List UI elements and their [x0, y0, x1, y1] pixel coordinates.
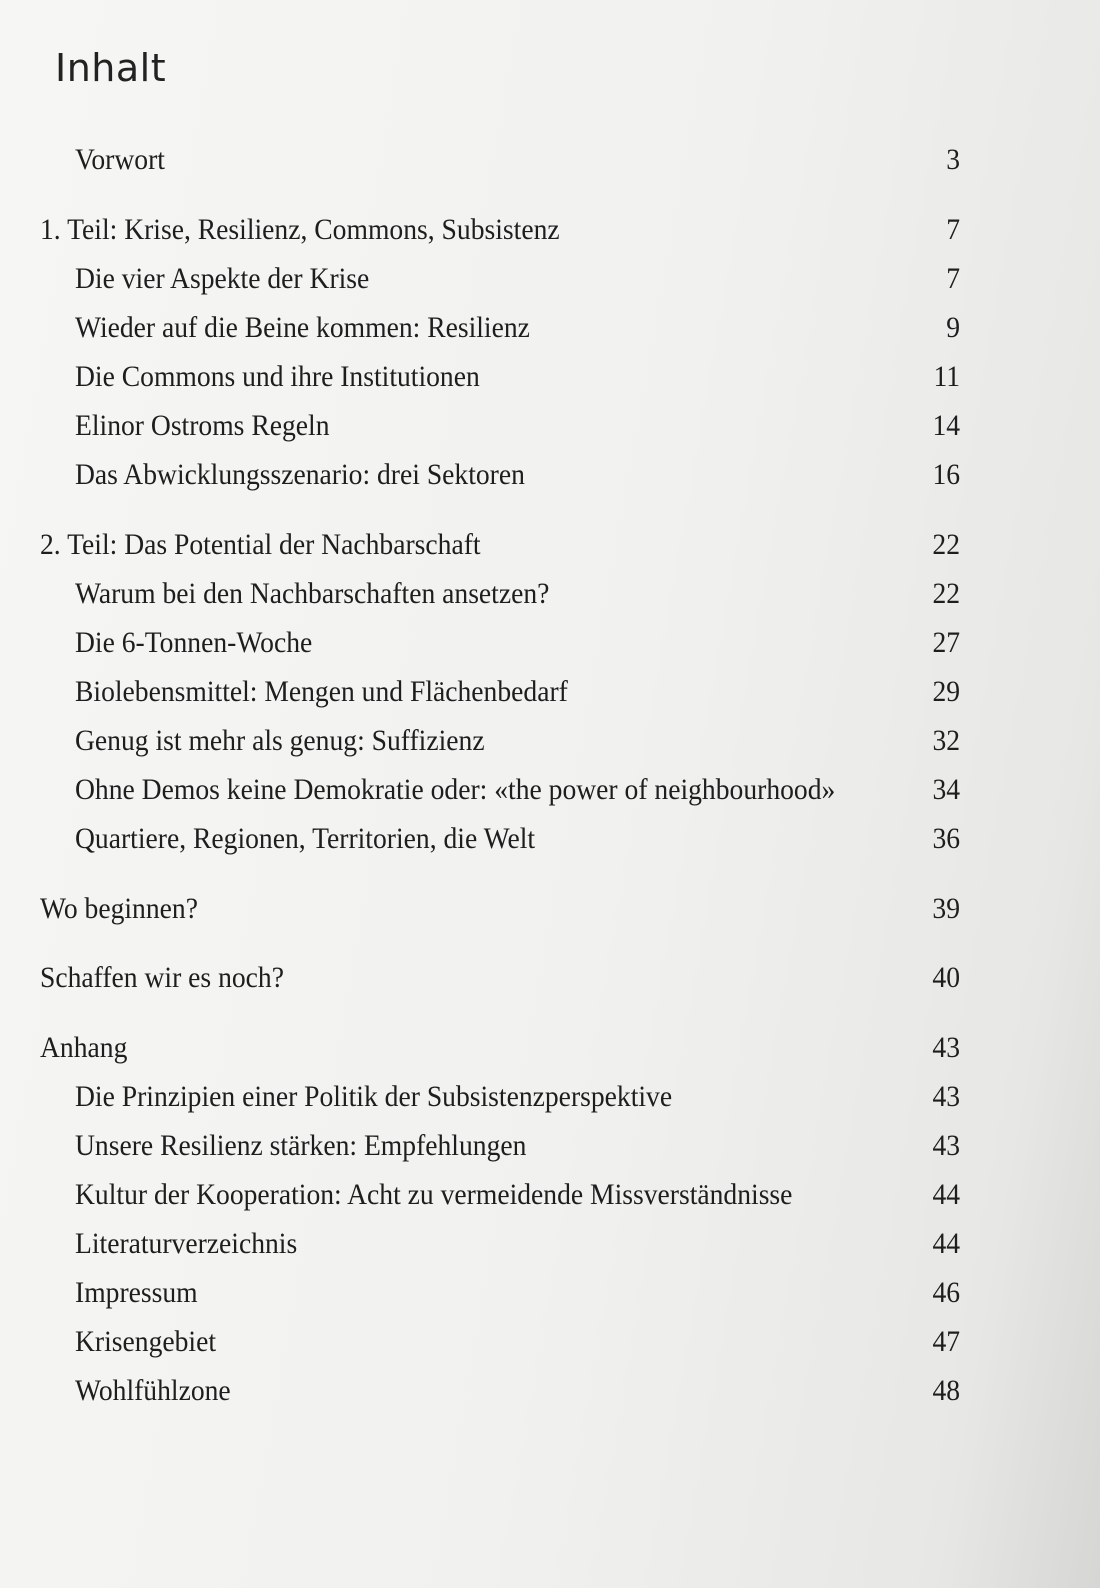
toc-entry: [75, 406, 960, 446]
toc-entry-title: Schaffen wir es noch?: [40, 961, 284, 994]
toc-entry-page: 47: [932, 1325, 961, 1358]
toc-entry-page: 11: [933, 360, 961, 393]
toc-entry-title: Wohlfühlzone: [75, 1374, 231, 1407]
toc-entry: [75, 259, 960, 299]
toc-entry-title: Unsere Resilienz stärken: Empfehlungen: [75, 1129, 527, 1162]
toc-entry: [75, 357, 960, 397]
toc-entry-page: 46: [932, 1276, 961, 1309]
toc-entry-page: 7: [946, 213, 960, 246]
toc-entry-page: 34: [932, 773, 961, 806]
toc-entry-page: 40: [932, 961, 960, 994]
toc-entry-page: 43: [932, 1031, 960, 1064]
toc-entry-page: 44: [932, 1178, 961, 1211]
toc-entry-page: 16: [932, 458, 961, 491]
toc-entry-page: 44: [932, 1227, 961, 1260]
toc-entry: [75, 140, 960, 180]
toc-entry-page: 48: [932, 1374, 961, 1407]
toc-section: [40, 889, 960, 929]
toc-entry-page: 43: [932, 1080, 961, 1113]
toc-entry: [75, 721, 960, 761]
toc-entry-title: Genug ist mehr als genug: Suffizienz: [75, 724, 485, 757]
toc-entry-title: Elinor Ostroms Regeln: [75, 409, 330, 442]
toc-entry-title: Vorwort: [75, 143, 165, 176]
toc-entry-title: Krisengebiet: [75, 1325, 217, 1358]
toc-entry-page: 43: [932, 1129, 961, 1162]
toc-section: [40, 1028, 960, 1068]
toc-entry-title: Anhang: [40, 1031, 128, 1064]
toc-entry: [75, 672, 960, 712]
toc-entry-title: 2. Teil: Das Potential der Nachbarschaft: [40, 528, 481, 561]
toc-entry: [75, 1126, 960, 1166]
page-title: Inhalt: [55, 46, 167, 90]
toc-entry-title: Literaturverzeichnis: [75, 1227, 298, 1260]
toc-entry-page: 27: [932, 626, 961, 659]
toc-entry-page: 14: [932, 409, 961, 442]
toc-entry: [75, 1175, 960, 1215]
toc-entry-title: Ohne Demos keine Demokratie oder: «the power of neighbourhood»: [75, 773, 836, 806]
toc-entry: [75, 1273, 960, 1313]
toc-section: [40, 958, 960, 998]
toc-entry-title: Warum bei den Nachbarschaften ansetzen?: [75, 577, 550, 610]
toc-entry: [75, 770, 960, 810]
toc-entry-title: Das Abwicklungsszenario: drei Sektoren: [75, 458, 525, 491]
toc-section: [40, 210, 960, 250]
toc-entry-title: Die vier Aspekte der Krise: [75, 262, 370, 295]
toc-entry-page: 3: [946, 143, 961, 176]
toc-entry: [75, 574, 960, 614]
toc-section: [40, 525, 960, 565]
toc-entry-title: 1. Teil: Krise, Resilienz, Commons, Subsistenz: [40, 213, 560, 246]
toc-entry: [75, 308, 960, 348]
toc-entry-title: Die Commons und ihre Institutionen: [75, 360, 480, 393]
toc-entry: [75, 819, 960, 859]
toc-entry-page: 22: [932, 528, 960, 561]
toc-entry-title: Die 6-Tonnen-Woche: [75, 626, 313, 659]
toc-entry-page: 36: [932, 822, 961, 855]
toc-entry-page: 9: [946, 311, 961, 344]
toc-entry: [75, 1224, 960, 1264]
toc-entry-page: 7: [946, 262, 961, 295]
toc-entry-page: 32: [932, 724, 961, 757]
toc-entry-title: Die Prinzipien einer Politik der Subsistenzperspektive: [75, 1080, 673, 1113]
toc-entry-title: Quartiere, Regionen, Territorien, die Welt: [75, 822, 536, 855]
toc-entry-title: Kultur der Kooperation: Acht zu vermeidende Missverständnisse: [75, 1178, 793, 1211]
toc-entry-page: 29: [932, 675, 961, 708]
toc-entry: [75, 1077, 960, 1117]
toc-entry-page: 39: [932, 892, 960, 925]
toc-entry-title: Impressum: [75, 1276, 198, 1309]
toc-entry-page: 22: [932, 577, 961, 610]
toc-entry-title: Wo beginnen?: [40, 892, 198, 925]
toc-entry: [75, 455, 960, 495]
toc-entry: [75, 1322, 960, 1362]
toc-entry-title: Wieder auf die Beine kommen: Resilienz: [75, 311, 530, 344]
toc-entry: [75, 1371, 960, 1411]
toc-entry: [75, 623, 960, 663]
toc-entry-title: Biolebensmittel: Mengen und Flächenbedarf: [75, 675, 568, 708]
